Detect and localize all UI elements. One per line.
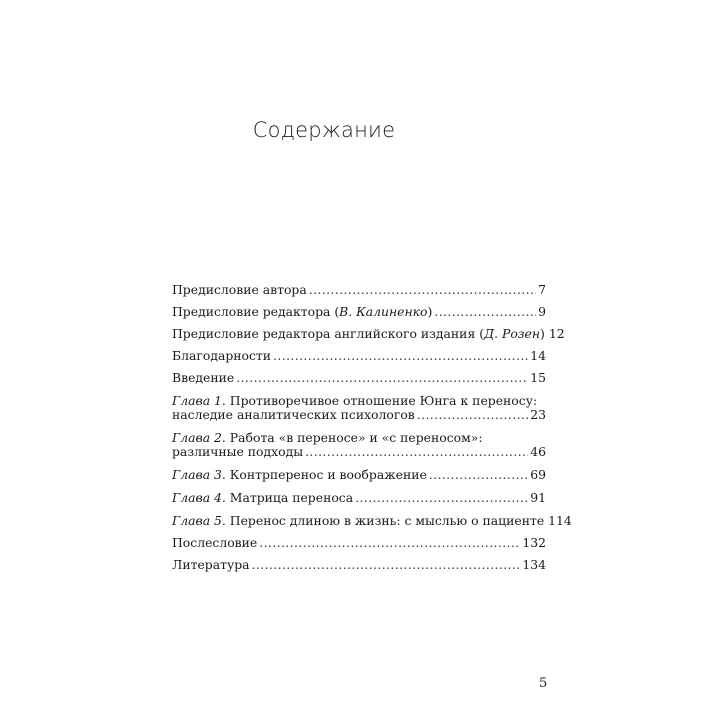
toc-entry-page: 132 [522, 535, 546, 550]
toc-entry-label: различные подходы [172, 444, 304, 459]
toc-entry-page: 15 [530, 370, 546, 385]
table-of-contents [172, 282, 572, 572]
toc-entry-page: 114 [548, 513, 572, 528]
toc-entry-label: Литература [172, 557, 250, 572]
toc-entry-chapter-1 [172, 394, 546, 422]
toc-entry-page: 23 [530, 407, 546, 422]
dot-leader [273, 349, 528, 363]
chapter-number: Глава 2. [172, 430, 226, 445]
toc-entry-author-preface [172, 283, 546, 297]
toc-entry-editor-preface [172, 305, 546, 319]
toc-entry-page: 91 [530, 490, 546, 505]
editor-name: Д. Розен [484, 326, 541, 341]
toc-entry-chapter-2 [172, 431, 546, 459]
dot-leader [355, 491, 528, 505]
toc-entry-page: 134 [522, 557, 546, 572]
editor-name: В. Калиненко [339, 304, 428, 319]
toc-entry-page: 7 [538, 282, 546, 297]
toc-entry-label: наследие аналитических психологов [172, 407, 415, 422]
toc-entry-label: Глава 4. Матрица переноса [172, 490, 354, 505]
dot-leader [309, 283, 536, 297]
dot-leader [236, 371, 528, 385]
toc-entry-chapter-3 [172, 468, 546, 482]
toc-entry-page: 46 [530, 444, 546, 459]
chapter-number: Глава 1. [172, 393, 226, 408]
dot-leader [252, 558, 521, 572]
toc-entry-line [172, 445, 546, 459]
toc-entry-page: 9 [538, 304, 546, 319]
chapter-number: Глава 3. [172, 467, 226, 482]
toc-entry-introduction [172, 371, 546, 385]
toc-entry-acknowledgements [172, 349, 546, 363]
page-title: Содержание [252, 118, 396, 142]
toc-entry-page: 14 [530, 348, 546, 363]
chapter-number: Глава 4. [172, 490, 226, 505]
toc-entry-page: 12 [548, 326, 565, 341]
toc-entry-chapter-4 [172, 491, 546, 505]
toc-entry-english-editor-preface [172, 326, 565, 341]
toc-entry-label: Предисловие редактора (В. Калиненко) [172, 304, 433, 319]
toc-entry-line: Глава 1. Противоречивое отношение Юнга к переносу: [172, 393, 538, 408]
page-number: 5 [539, 676, 548, 691]
toc-entry-literature [172, 558, 546, 572]
toc-entry-label: Послесловие [172, 535, 258, 550]
toc-entry-chapter-5 [172, 513, 572, 528]
toc-entry-label: Предисловие редактора английского издания (Д. Розен) [172, 326, 545, 341]
toc-entry-label: Благодарности [172, 348, 272, 363]
chapter-number: Глава 5. [172, 513, 226, 528]
dot-leader [434, 305, 536, 319]
toc-entry-label: Предисловие автора [172, 282, 307, 297]
toc-entry-page: 69 [530, 467, 546, 482]
dot-leader [259, 536, 520, 550]
dot-leader [429, 468, 528, 482]
toc-entry-label: Введение [172, 370, 235, 385]
toc-entry-afterword [172, 536, 546, 550]
toc-entry-line: Глава 2. Работа «в переносе» и «с переносом»: [172, 430, 483, 445]
toc-entry-label: Глава 5. Перенос длиною в жизнь: с мыслью о пациенте [172, 513, 545, 528]
dot-leader [305, 445, 528, 459]
dot-leader [417, 408, 528, 422]
toc-entry-line [172, 408, 546, 422]
toc-entry-label: Глава 3. Контрперенос и воображение [172, 467, 427, 482]
